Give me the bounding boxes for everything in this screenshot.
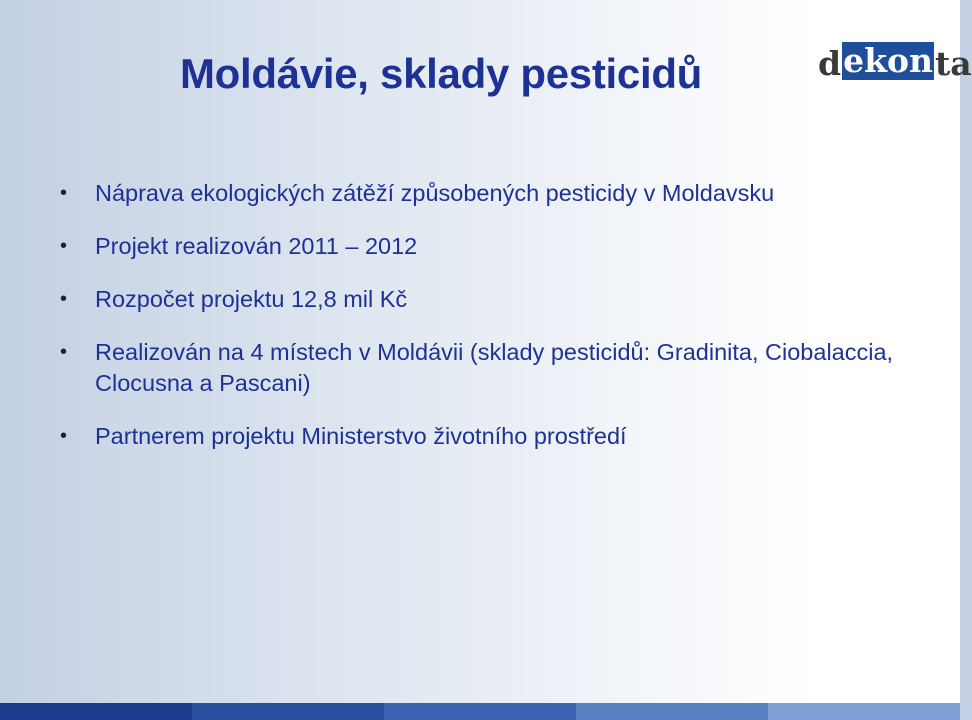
footer-segment (576, 703, 768, 720)
bullet-text: Realizován na 4 místech v Moldávii (sklady pesticidů: Gradinita, Ciobalaccia, Clocusna a Pascani) (95, 339, 894, 396)
logo-text-box: ekon (843, 41, 933, 80)
bullet-text: Partnerem projektu Ministerstvo životního prostředí (95, 423, 627, 449)
bullet-text: Projekt realizován 2011 – 2012 (95, 233, 418, 259)
bullet-item (60, 284, 920, 315)
bullet-text: Náprava ekologických zátěží způsobených pesticidy v Moldavsku (95, 180, 775, 206)
logo-text-right: ta (934, 44, 972, 83)
bullet-icon: • (60, 425, 68, 447)
bullet-item (60, 337, 920, 399)
bullet-item (60, 178, 920, 209)
bullet-icon: • (60, 341, 68, 363)
slide-title: Moldávie, sklady pesticidů (180, 50, 703, 97)
bullet-icon: • (60, 288, 68, 310)
bullet-list (60, 178, 920, 474)
bullet-item (60, 421, 920, 452)
bullet-text: Rozpočet projektu 12,8 mil Kč (95, 286, 408, 312)
footer-segment (384, 703, 576, 720)
footer-segment (0, 703, 192, 720)
footer-segment (192, 703, 384, 720)
logo-text-left: d (818, 44, 842, 83)
bullet-item (60, 231, 920, 262)
bullet-icon: • (60, 235, 68, 257)
bullet-icon: • (60, 182, 68, 204)
footer-segment (768, 703, 960, 720)
footer-color-bar (0, 703, 960, 720)
dekonta-logo (818, 40, 972, 83)
